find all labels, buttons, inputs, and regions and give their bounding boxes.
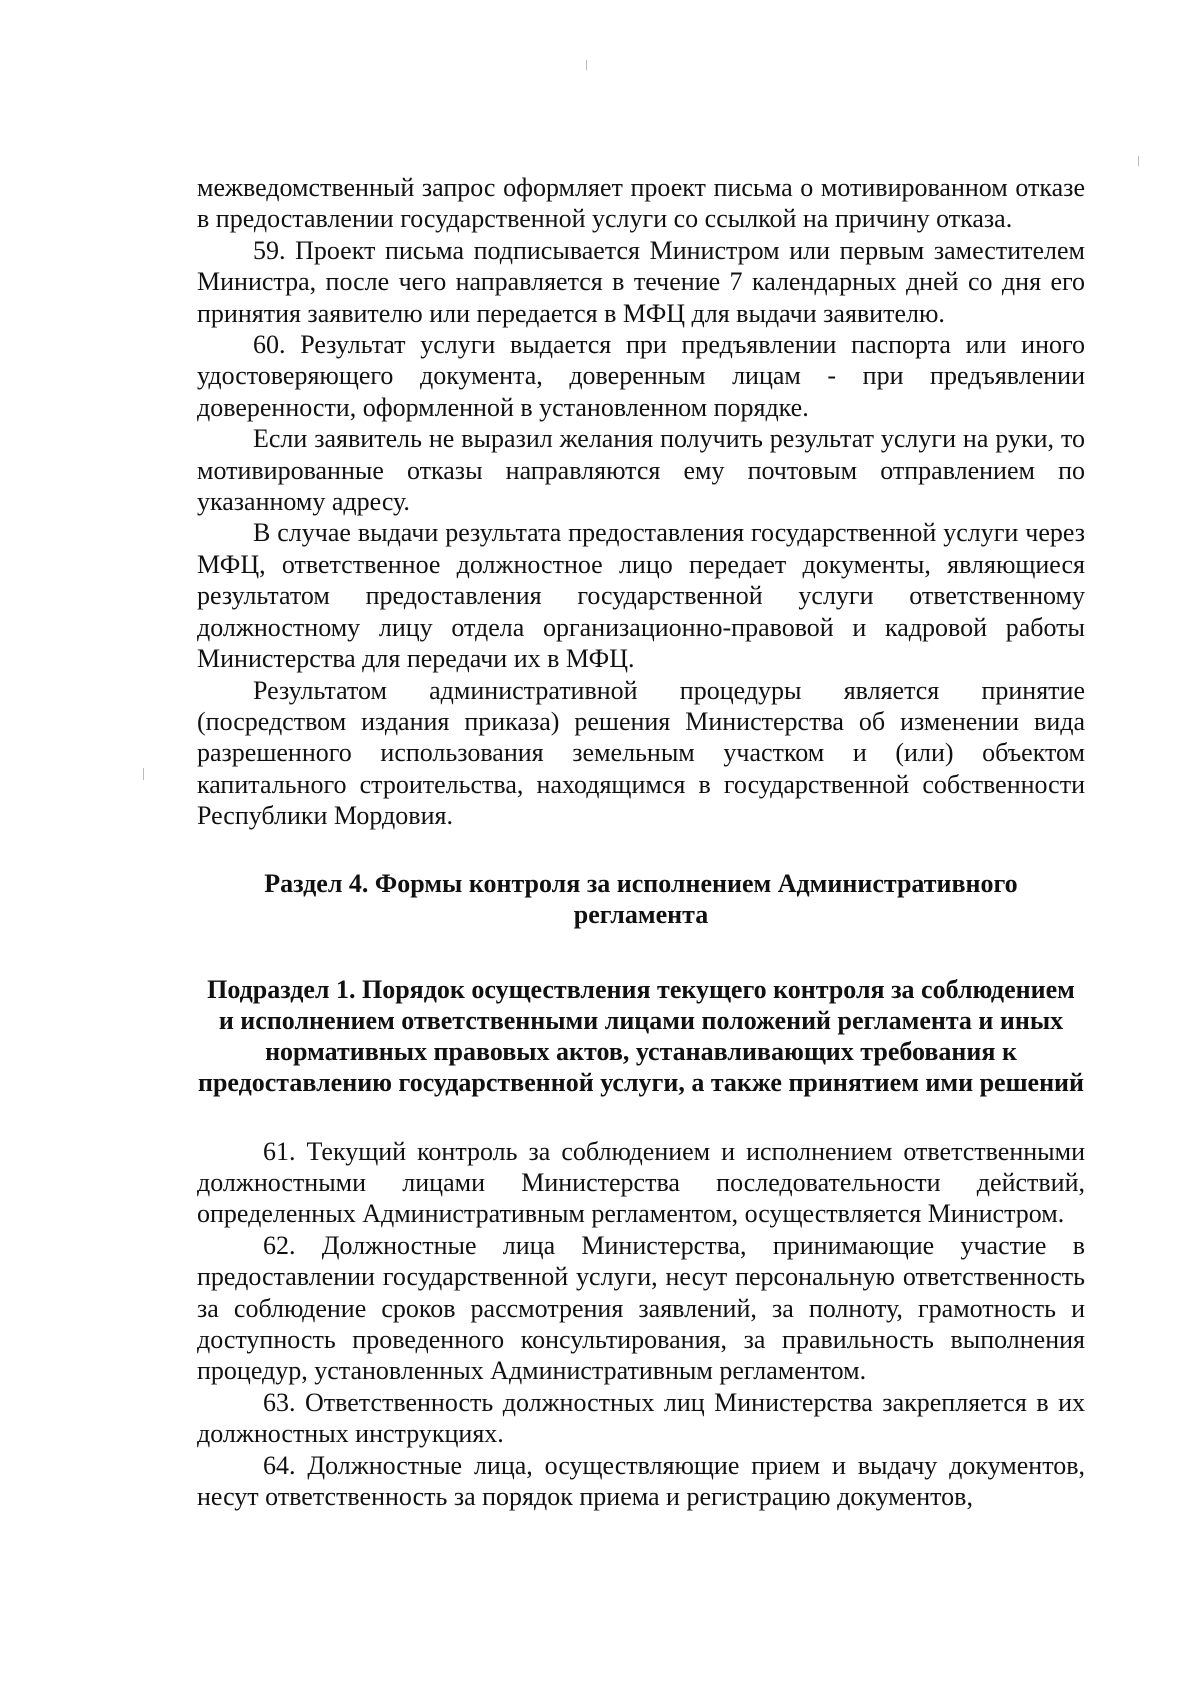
paragraph-60: 60. Результат услуги выдается при предъявлении паспорта или иного удостоверяющего документа, доверенным лицам - при предъявлении доверенности, оформленной в установленном порядке. xyxy=(197,330,1085,422)
paragraph-61: 61. Текущий контроль за соблюдением и исполнением ответственными должностными лицами Министерства последовательности действий, определенных Административным регламентом, осуществляется Министром. xyxy=(197,1136,1085,1229)
section-heading: Раздел 4. Формы контроля за исполнением Административного регламента xyxy=(264,868,1018,929)
document-page xyxy=(197,172,1085,1512)
paragraph-result: Результатом административной процедуры является принятие (посредством издания приказа) решения Министерства об изменении вида разрешенного использования земельным участком и (или) объектом капитального строительства, находящимся в государственной собственности Республики Мордовия. xyxy=(197,675,1085,831)
paragraph-64: 64. Должностные лица, осуществляющие прием и выдачу документов, несут ответственность за порядок приема и регистрацию документов, xyxy=(197,1450,1085,1511)
subsection-heading: Подраздел 1. Порядок осуществления текущего контроля за соблюдением и исполнением ответственными лицами положений регламента и иных нормативных правовых актов, устанавливающих требования к предоставлению государственной услуги, а также принятием ими решений xyxy=(197,974,1085,1097)
paragraph-63: 63. Ответственность должностных лиц Министерства закрепляется в их должностных инструкциях. xyxy=(197,1387,1085,1449)
paragraph-62: 62. Должностные лица Министерства, принимающие участие в предоставлении государственной услуги, несут персональную ответственность за соблюдение сроков рассмотрения заявлений, за полноту, грамотность и доступность проведенного консультирования, за правильность выполнения процедур, установленных Административным регламентом. xyxy=(197,1230,1085,1386)
scan-mark-left xyxy=(143,768,144,780)
scan-mark-right xyxy=(1138,156,1139,166)
scan-mark-top xyxy=(586,60,587,70)
paragraph-mfc-delivery: В случае выдачи результата предоставления государственной услуги через МФЦ, ответственное должностное лицо передает документы, являющиеся результатом предоставления государственной услуги ответственному должностному лицу отдела организационно-правовой и кадровой работы Министерства для передачи их в МФЦ. xyxy=(197,518,1085,674)
paragraph-no-wish: Если заявитель не выразил желания получить результат услуги на руки, то мотивированные отказы направляются ему почтовым отправлением по указанному адресу. xyxy=(197,424,1085,517)
paragraph-continuation: межведомственный запрос оформляет проект письма о мотивированном отказе в предоставлении государственной услуги со ссылкой на причину отказа. xyxy=(197,173,1085,234)
paragraph-59: 59. Проект письма подписывается Министром или первым заместителем Министра, после чего направляется в течение 7 календарных дней со дня его принятия заявителю или передается в МФЦ для выдачи заявителю. xyxy=(197,235,1085,328)
